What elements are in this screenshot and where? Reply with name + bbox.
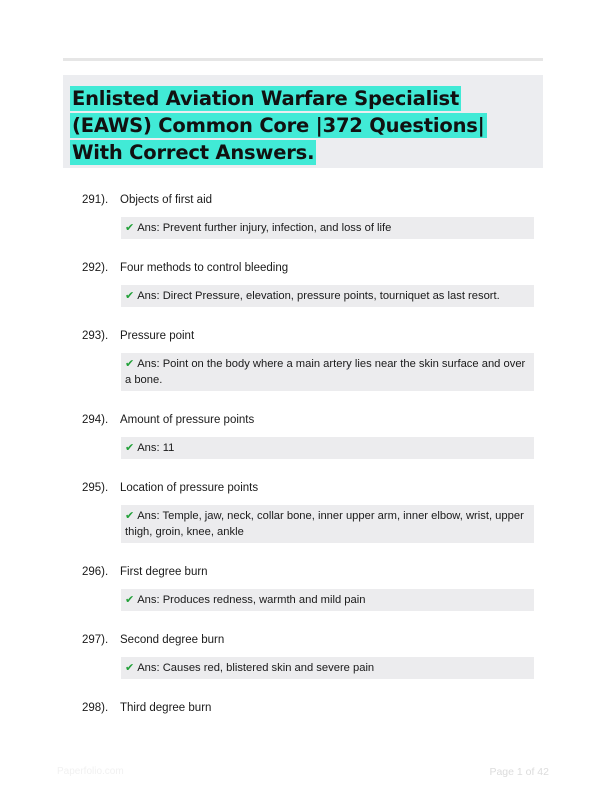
answer-box bbox=[121, 505, 534, 543]
question-number: 291). bbox=[82, 194, 109, 206]
answer-box bbox=[121, 437, 534, 459]
checkmark-icon: ✔ bbox=[125, 289, 135, 302]
footer-site: Paperfolio.com bbox=[57, 766, 124, 777]
answer-text: Ans: 11 bbox=[137, 442, 175, 454]
question-text: Amount of pressure points bbox=[120, 414, 255, 426]
question-text: First degree burn bbox=[120, 566, 208, 578]
question-number: 293). bbox=[82, 330, 109, 342]
question-text: Second degree burn bbox=[120, 634, 225, 646]
top-divider bbox=[63, 58, 543, 61]
checkmark-icon: ✔ bbox=[125, 441, 135, 454]
answer-text: Ans: Point on the body where a main artery lies near the skin surface and over a bone. bbox=[125, 358, 526, 386]
checkmark-icon: ✔ bbox=[125, 509, 135, 522]
answer-text: Ans: Prevent further injury, infection, and loss of life bbox=[137, 222, 392, 234]
checkmark-icon: ✔ bbox=[125, 357, 135, 370]
question-number: 294). bbox=[82, 414, 109, 426]
question-text: Objects of first aid bbox=[120, 194, 213, 206]
question-text: Location of pressure points bbox=[120, 482, 259, 494]
question-number: 298). bbox=[82, 702, 109, 714]
document-title bbox=[70, 85, 540, 166]
checkmark-icon: ✔ bbox=[125, 221, 135, 234]
page-indicator: Page 1 of 42 bbox=[489, 766, 549, 778]
checkmark-icon: ✔ bbox=[125, 593, 135, 606]
checkmark-icon: ✔ bbox=[125, 661, 135, 674]
question-number: 296). bbox=[82, 566, 109, 578]
answer-box bbox=[121, 657, 534, 679]
answer-text: Ans: Causes red, blistered skin and severe pain bbox=[137, 662, 375, 674]
answer-box bbox=[121, 589, 534, 611]
answer-text: Ans: Temple, jaw, neck, collar bone, inner upper arm, inner elbow, wrist, upper thigh, groin, knee, ankle bbox=[125, 510, 524, 538]
question-number: 297). bbox=[82, 634, 109, 646]
answer-text: Ans: Direct Pressure, elevation, pressure points, tourniquet as last resort. bbox=[137, 290, 500, 302]
answer-box bbox=[121, 285, 534, 307]
answer-box bbox=[121, 217, 534, 239]
answer-text: Ans: Produces redness, warmth and mild pain bbox=[137, 594, 366, 606]
question-text: Pressure point bbox=[120, 330, 195, 342]
question-text: Third degree burn bbox=[120, 702, 212, 714]
question-number: 292). bbox=[82, 262, 109, 274]
question-text: Four methods to control bleeding bbox=[120, 262, 289, 274]
answer-box bbox=[121, 353, 534, 391]
title-highlight: Enlisted Aviation Warfare Specialist (EAWS) Common Core |372 Questions| With Correct Answers. bbox=[72, 87, 485, 164]
question-number: 295). bbox=[82, 482, 109, 494]
